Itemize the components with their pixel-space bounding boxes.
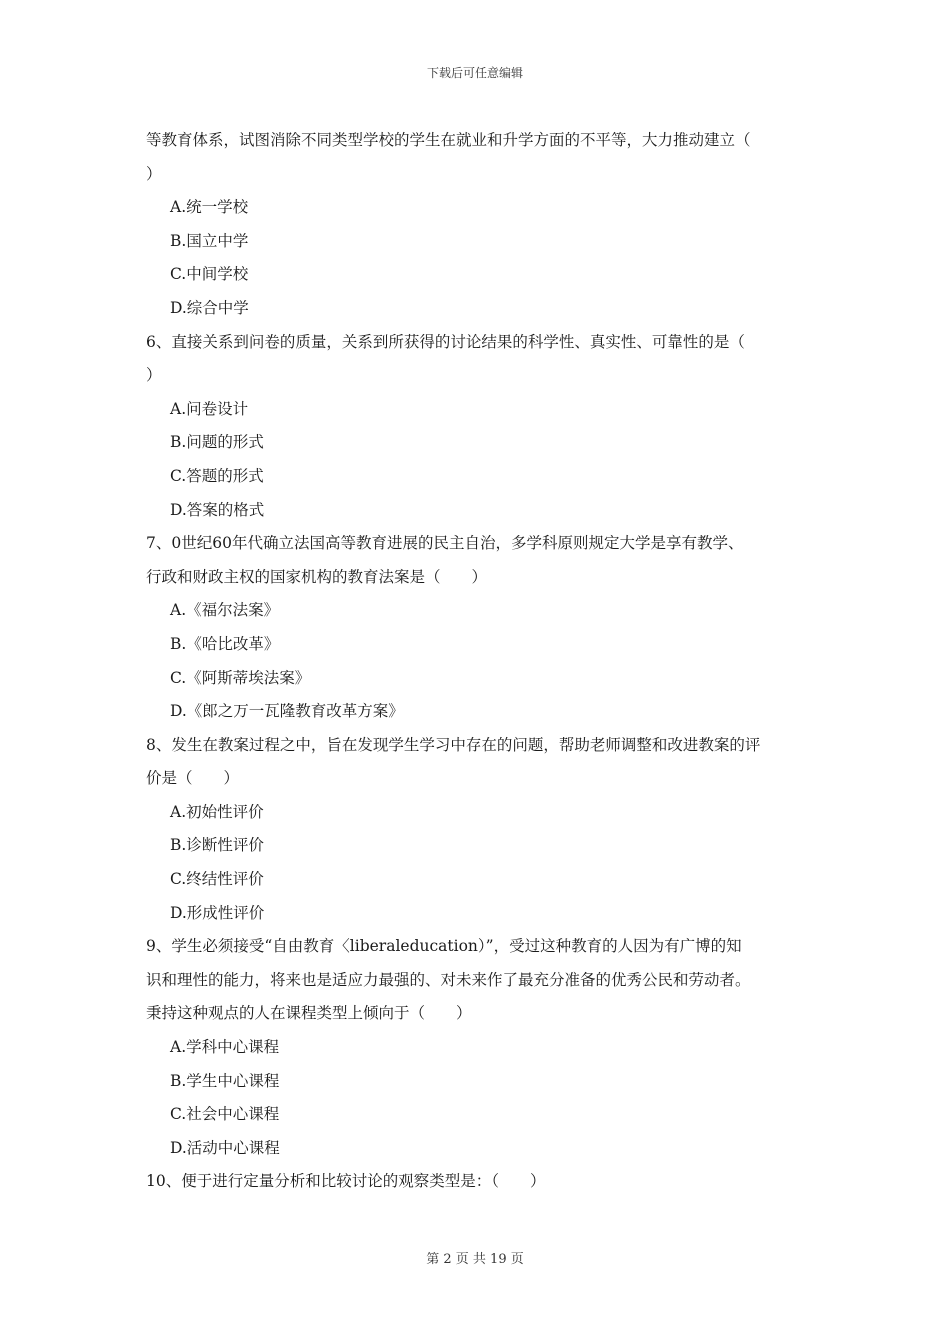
- answer-option: C.答题的形式: [170, 466, 264, 485]
- answer-option: A.学科中心课程: [170, 1038, 280, 1057]
- answer-option: C.社会中心课程: [170, 1105, 280, 1124]
- answer-option: D.《郎之万一瓦隆教育改革方案》: [170, 702, 404, 721]
- answer-option: B.诊断性评价: [170, 836, 264, 855]
- answer-option: A.统一学校: [170, 198, 249, 217]
- answer-option: B.《哈比改革》: [170, 634, 280, 653]
- page-footer: 第 2 页 共 19 页: [426, 1252, 524, 1267]
- question-text-line: 7、0世纪60年代确立法国高等教育进展的民主自治，多学科原则规定大学是享有教学、: [146, 534, 744, 553]
- answer-option: C.终结性评价: [170, 870, 264, 889]
- question-text-line: ）: [146, 366, 162, 385]
- answer-option: D.答案的格式: [170, 500, 265, 519]
- answer-option: A.问卷设计: [170, 399, 249, 418]
- question-text-line: 秉持这种观点的人在课程类型上倾向于（ ）: [146, 1004, 472, 1023]
- answer-option: A.《福尔法案》: [170, 601, 280, 620]
- question-text-line: ）: [146, 164, 162, 183]
- question-text-line: 行政和财政主权的国家机构的教育法案是（ ）: [146, 567, 488, 586]
- answer-option: B.学生中心课程: [170, 1071, 280, 1090]
- question-text-line: 识和理性的能力，将来也是适应力最强的、对未来作了最充分准备的优秀公民和劳动者。: [146, 970, 751, 989]
- question-text-line: 价是（ ）: [146, 769, 240, 788]
- document-body: [146, 124, 816, 1199]
- question-text-line: 6、直接关系到问卷的质量，关系到所获得的讨论结果的科学性、真实性、可靠性的是（: [146, 332, 745, 351]
- answer-option: D.综合中学: [170, 298, 249, 317]
- question-text-line: 8、发生在教案过程之中，旨在发现学生学习中存在的问题，帮助老师调整和改进教案的评: [146, 735, 761, 754]
- answer-option: C.中间学校: [170, 265, 249, 284]
- question-text-line: 等教育体系，试图消除不同类型学校的学生在就业和升学方面的不平等，大力推动建立（: [146, 131, 751, 149]
- answer-option: B.国立中学: [170, 231, 249, 250]
- question-text-line: 9、学生必须接受“自由教育〈liberaleducation）”，受过这种教育的人因为有广博的知: [146, 937, 742, 956]
- question-text-line: 10、便于进行定量分析和比较讨论的观察类型是：（ ）: [146, 1172, 546, 1191]
- answer-option: D.活动中心课程: [170, 1138, 280, 1157]
- answer-option: C.《阿斯蒂埃法案》: [170, 668, 311, 687]
- answer-option: D.形成性评价: [170, 903, 265, 922]
- answer-option: A.初始性评价: [170, 802, 264, 821]
- page-header: 下载后可任意编辑: [426, 66, 523, 80]
- answer-option: B.问题的形式: [170, 433, 264, 452]
